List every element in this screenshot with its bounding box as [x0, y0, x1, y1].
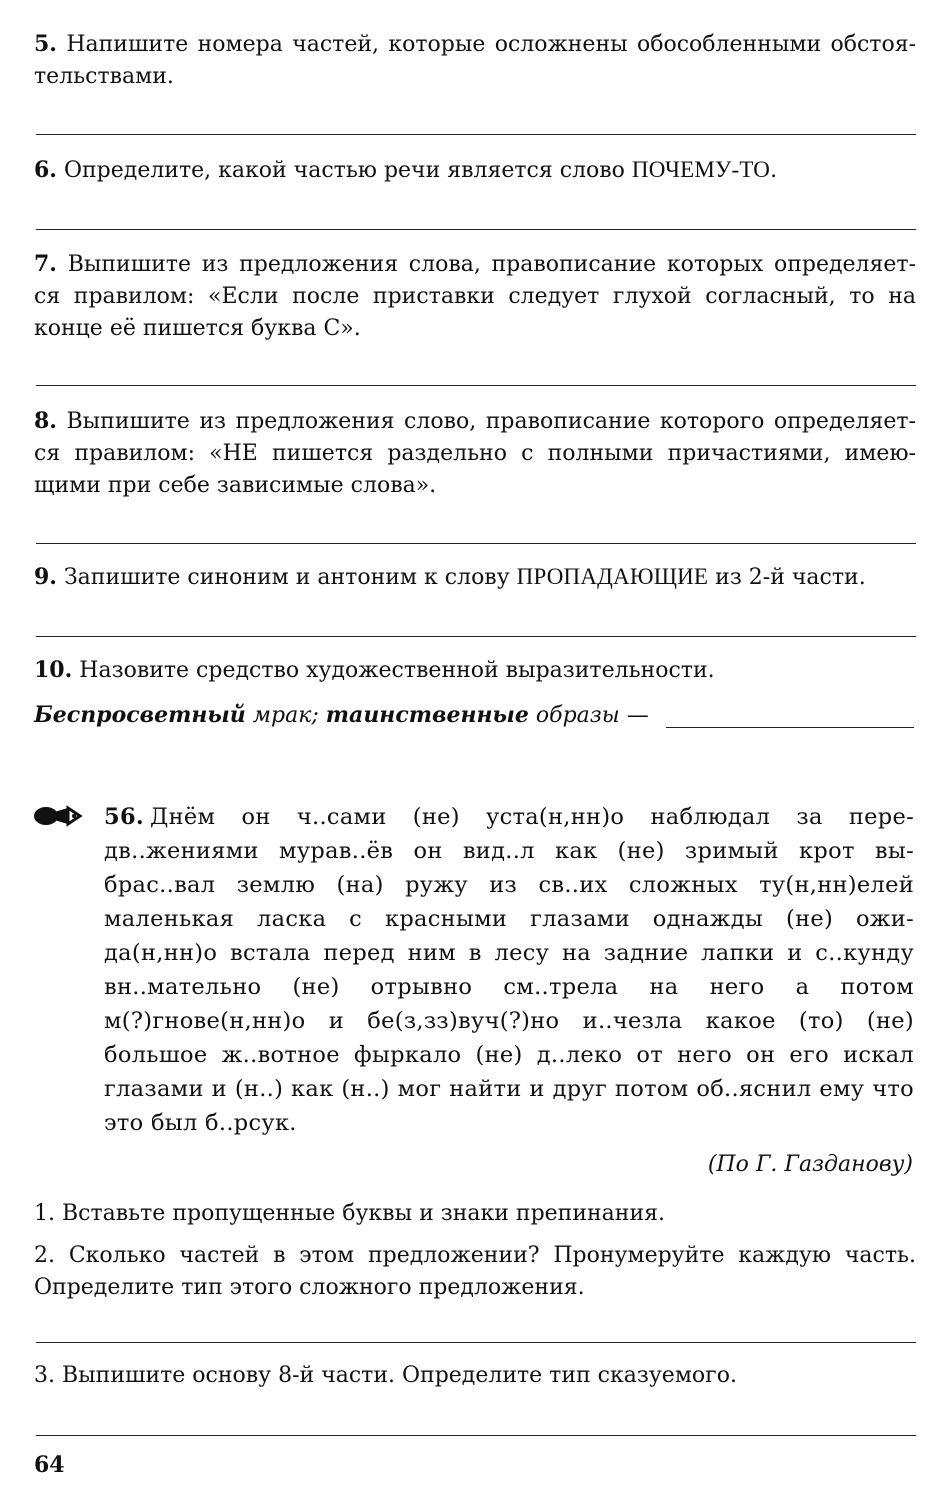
answer-line[interactable]: [36, 1342, 916, 1343]
answer-line[interactable]: [36, 229, 916, 230]
question-text: Выпишите из предложения слово, правописание которого определяет-ся правилом: «НЕ пишется раздельно с полными причастиями, имею-щими при себе зависимые слова».: [34, 409, 916, 498]
answer-line[interactable]: [36, 385, 916, 386]
question-number: 10.: [34, 657, 73, 683]
question-number: 6.: [34, 157, 57, 183]
task-2: [34, 1240, 916, 1304]
task-number: 2.: [34, 1243, 55, 1268]
phrase-word: Беспросветный: [34, 702, 246, 728]
question-text-pre: Определите, какой частью речи является слово: [63, 158, 632, 183]
question-number: 7.: [34, 251, 57, 277]
task-number: 1.: [34, 1201, 55, 1226]
task-1: [34, 1198, 916, 1230]
question-10: [34, 654, 916, 687]
exercise-number: 56.: [104, 804, 145, 830]
question-number: 5.: [34, 31, 57, 57]
answer-line[interactable]: [36, 134, 916, 135]
source-attribution: (По Г. Газданову): [707, 1152, 913, 1177]
exercise-56: [104, 800, 914, 1140]
question-5: [34, 28, 916, 93]
question-text: Выпишите из предложения слова, правописание которых определяет-ся правилом: «Если после приставки следует глухой согласный, то на конце её пишется буква С».: [34, 252, 917, 341]
question-9: [34, 561, 916, 594]
question-text-post: .: [770, 158, 778, 183]
page-number: 64: [34, 1452, 65, 1478]
task-text: Вставьте пропущенные буквы и знаки препинания.: [62, 1201, 665, 1226]
keyword: ПРОПАДАЮЩИЕ: [516, 564, 709, 589]
figurative-phrase: [34, 700, 649, 731]
answer-line[interactable]: [36, 1435, 916, 1436]
question-text-post: из 2-й части.: [708, 565, 866, 590]
question-number: 9.: [34, 564, 57, 590]
phrase-word: мрак;: [245, 703, 326, 728]
exercise-text: Днём он ч..сами (не) уста(н,нн)о наблюдал за пере-дв..жениями мурав..ёв он вид..л как (не) зримый крот вы-брас..вал землю (на) ружу из св..их сложных ту(н,нн)елей маленькая ласка с красными глазами однажды (не) ожи-да(н,нн)о встала перед ним в лесу на задние лапки и с..кунду вн..мательно (не) отрывно см..трела на него а потом м(?)гнове(н,нн)о и бе(з,зз)вуч(?)но и..чезла какое (то) (не) большое ж..вотное фыркало (не) д..леко от него он его искал глазами и (н..) как (н..) мог найти и друг потом об..яснил ему что это был б..рсук.: [104, 804, 914, 1136]
answer-line[interactable]: [36, 636, 916, 637]
question-number: 8.: [34, 408, 57, 434]
question-text-pre: Запишите синоним и антоним к слову: [63, 565, 517, 590]
keyword: ПОЧЕМУ-ТО: [631, 157, 771, 182]
phrase-word: образы —: [528, 703, 649, 728]
question-8: [34, 405, 916, 502]
question-7: [34, 248, 916, 345]
task-text: Выпишите основу 8-й части. Определите тип сказуемого.: [62, 1363, 737, 1388]
pen-nib-icon: [32, 802, 96, 830]
task-3: [34, 1360, 916, 1392]
answer-line[interactable]: [36, 543, 916, 544]
task-text: Сколько частей в этом предложении? Пронумеруйте каждую часть. Определите тип этого сложного предложения.: [34, 1243, 916, 1300]
question-text: Напишите номера частей, которые осложнены обособленными обстоя-тельствами.: [34, 32, 917, 89]
question-text: Назовите средство художественной выразительности.: [79, 658, 715, 683]
phrase-word: таинственные: [325, 702, 529, 728]
task-number: 3.: [34, 1363, 55, 1388]
question-6: [34, 154, 916, 187]
answer-line[interactable]: [666, 727, 914, 728]
